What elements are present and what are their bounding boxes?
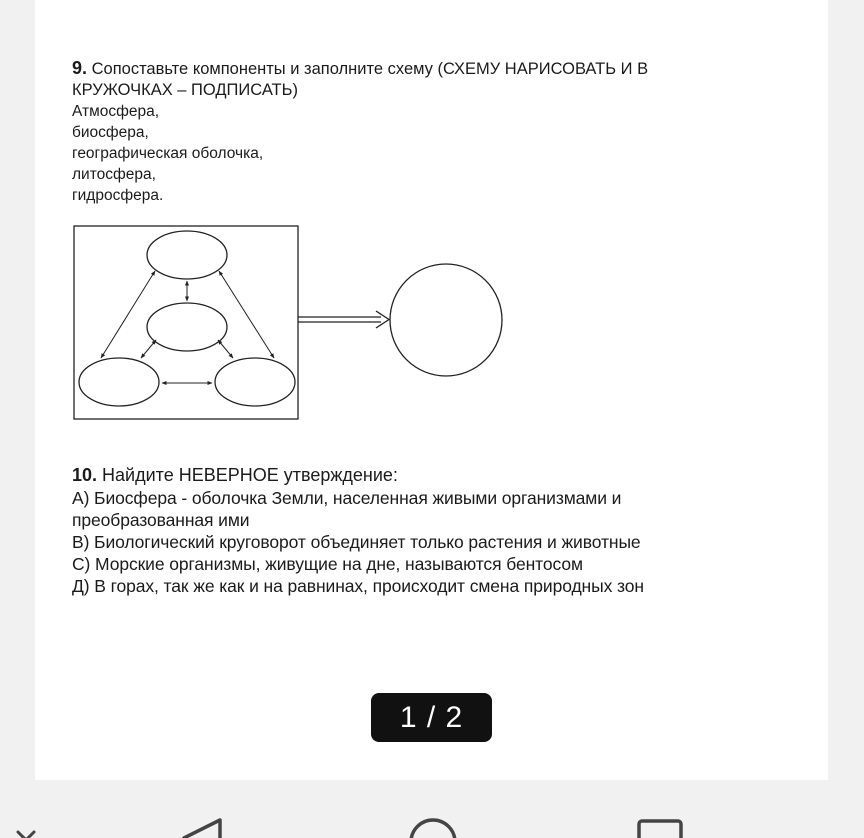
back-icon[interactable]: [172, 816, 228, 838]
option-a-continued: преобразованная ими: [72, 510, 250, 530]
question-10-number: 10.: [72, 465, 98, 485]
scheme-diagram: [71, 222, 511, 422]
question-9-number: 9.: [72, 58, 88, 78]
option-c: С) Морские организмы, живущие на дне, называются бентосом: [72, 554, 583, 574]
component-item: Атмосфера,: [72, 103, 160, 120]
option-d: Д) В горах, так же как и на равнинах, происходит смена природных зон: [72, 576, 644, 596]
question-10: [72, 464, 772, 597]
scheme-oval-center: [147, 303, 227, 351]
scheme-oval-top: [147, 231, 227, 279]
question-10-title: [72, 464, 772, 487]
arrow-top-left: [101, 271, 155, 358]
scheme-frame: [74, 226, 298, 419]
component-item: гидросфера.: [72, 187, 164, 204]
option-b: В) Биологический круговорот объединяет только растения и животные: [72, 532, 641, 552]
question-9-title: [72, 58, 732, 101]
question-10-prompt: Найдите НЕВЕРНОЕ утверждение:: [102, 465, 398, 485]
home-icon[interactable]: [403, 816, 463, 838]
component-item: географическая оболочка,: [72, 145, 264, 162]
component-item: литосфера,: [72, 166, 156, 183]
arrow-center-right: [218, 340, 233, 358]
question-9-prompt-line2: КРУЖОЧКАХ – ПОДПИСАТЬ): [72, 81, 298, 99]
system-navigation-bar: [0, 780, 864, 838]
arrow-center-left: [141, 340, 156, 358]
component-item: биосфера,: [72, 124, 149, 141]
scheme-oval-right: [215, 358, 295, 406]
answer-options: [72, 487, 772, 597]
page-indicator: 1 / 2: [371, 693, 492, 742]
question-9-prompt-line1: Сопоставьте компоненты и заполните схему (СХЕМУ НАРИСОВАТЬ И В: [91, 60, 649, 78]
scheme-circle-result: [390, 264, 502, 376]
document-page: [35, 0, 828, 780]
arrow-top-right: [219, 271, 274, 358]
option-a: А) Биосфера - оболочка Земли, населенная живыми организмами и: [72, 488, 622, 508]
component-list: [72, 101, 732, 206]
double-arrow-to-circle: [298, 311, 389, 328]
keyboard-hide-icon[interactable]: [10, 820, 50, 838]
question-9: [72, 58, 732, 206]
recents-icon[interactable]: [633, 818, 689, 838]
scheme-oval-left: [79, 358, 159, 406]
